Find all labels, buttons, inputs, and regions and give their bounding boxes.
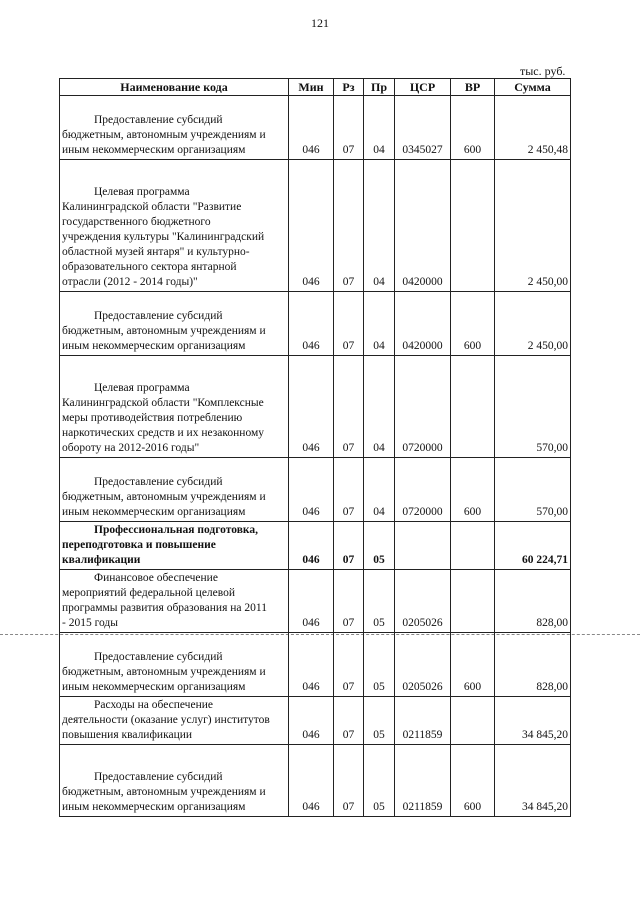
row-min-cell: 046 — [289, 769, 334, 817]
spacer-cell — [334, 160, 364, 185]
row-csr-cell: 0205026 — [395, 649, 451, 697]
spacer-cell — [334, 633, 364, 650]
row-spacer — [60, 633, 571, 650]
row-min-cell: 046 — [289, 697, 334, 745]
spacer-cell — [451, 633, 495, 650]
row-vr-cell — [451, 697, 495, 745]
spacer-cell — [364, 356, 395, 381]
spacer-cell — [60, 96, 289, 113]
spacer-cell — [451, 458, 495, 475]
spacer-cell — [289, 160, 334, 185]
spacer-cell — [364, 292, 395, 309]
row-vr-cell: 600 — [451, 112, 495, 160]
row-csr-cell: 0345027 — [395, 112, 451, 160]
spacer-cell — [495, 633, 571, 650]
row-min-cell: 046 — [289, 474, 334, 522]
spacer-cell — [395, 745, 451, 770]
row-spacer — [60, 458, 571, 475]
row-vr-cell: 600 — [451, 649, 495, 697]
row-name-cell — [60, 308, 289, 356]
spacer-cell — [451, 356, 495, 381]
row-name-line: повышения квалификации — [62, 729, 193, 741]
row-name-line: Целевая программа — [94, 186, 190, 198]
spacer-cell — [334, 745, 364, 770]
spacer-cell — [495, 745, 571, 770]
row-sum-cell: 2 450,00 — [495, 184, 571, 292]
row-name-cell — [60, 697, 289, 745]
spacer-cell — [395, 96, 451, 113]
row-pr-cell: 04 — [364, 380, 395, 458]
row-pr-cell: 05 — [364, 522, 395, 570]
col-header-vr: ВР — [451, 79, 495, 96]
row-name-line: государственного бюджетного — [62, 216, 211, 228]
row-name-line: Расходы на обеспечение — [94, 699, 213, 711]
row-name-line: Предоставление субсидий — [94, 771, 223, 783]
spacer-cell — [289, 96, 334, 113]
spacer-cell — [364, 745, 395, 770]
row-vr-cell — [451, 184, 495, 292]
row-sum-cell: 570,00 — [495, 380, 571, 458]
spacer-cell — [60, 292, 289, 309]
row-name-line: отрасли (2012 - 2014 годы)" — [62, 276, 198, 288]
row-csr-cell: 0420000 — [395, 184, 451, 292]
col-header-csr: ЦСР — [395, 79, 451, 96]
spacer-cell — [495, 356, 571, 381]
row-rz-cell: 07 — [334, 522, 364, 570]
row-name-line: наркотических средств и их незаконному — [62, 427, 265, 439]
row-min-cell: 046 — [289, 522, 334, 570]
page-number: 121 — [311, 16, 329, 30]
row-vr-cell — [451, 570, 495, 633]
row-name-line: Калининградской области "Развитие — [62, 201, 242, 213]
row-rz-cell: 07 — [334, 184, 364, 292]
row-spacer — [60, 160, 571, 185]
row-name-cell — [60, 474, 289, 522]
row-pr-cell: 05 — [364, 697, 395, 745]
row-min-cell: 046 — [289, 184, 334, 292]
spacer-cell — [60, 633, 289, 650]
row-name-cell — [60, 769, 289, 817]
spacer-cell — [289, 458, 334, 475]
row-name-line: иным некоммерческим организациям — [62, 681, 246, 693]
row-name-line: областной музей янтаря" и культурно- — [62, 246, 250, 258]
row-sum-cell: 570,00 — [495, 474, 571, 522]
spacer-cell — [395, 292, 451, 309]
row-name-line: бюджетным, автономным учреждениям и — [62, 129, 266, 141]
row-name-line: иным некоммерческим организациям — [62, 506, 246, 518]
row-name-line: мероприятий федеральной целевой — [62, 587, 236, 599]
row-name-line: Калининградской области "Комплексные — [62, 397, 264, 409]
row-name-line: иным некоммерческим организациям — [62, 801, 246, 813]
spacer-cell — [334, 356, 364, 381]
row-name-line: иным некоммерческим организациям — [62, 144, 246, 156]
row-name-line: иным некоммерческим организациям — [62, 340, 246, 352]
row-pr-cell: 05 — [364, 570, 395, 633]
row-min-cell: 046 — [289, 308, 334, 356]
table-header-row — [60, 79, 571, 96]
spacer-cell — [334, 96, 364, 113]
col-header-pr: Пр — [364, 79, 395, 96]
row-csr-cell: 0720000 — [395, 474, 451, 522]
row-rz-cell: 07 — [334, 308, 364, 356]
row-name-line: бюджетным, автономным учреждениям и — [62, 491, 266, 503]
row-spacer — [60, 96, 571, 113]
row-csr-cell: 0211859 — [395, 697, 451, 745]
row-name-line: Предоставление субсидий — [94, 476, 223, 488]
row-rz-cell: 07 — [334, 697, 364, 745]
row-name-cell — [60, 112, 289, 160]
row-pr-cell: 04 — [364, 308, 395, 356]
spacer-cell — [451, 745, 495, 770]
row-name-line: бюджетным, автономным учреждениям и — [62, 325, 266, 337]
row-name-line: бюджетным, автономным учреждениям и — [62, 786, 266, 798]
row-sum-cell: 60 224,71 — [495, 522, 571, 570]
row-sum-cell: 34 845,20 — [495, 769, 571, 817]
row-pr-cell: 04 — [364, 184, 395, 292]
row-vr-cell: 600 — [451, 308, 495, 356]
table-row — [60, 112, 571, 160]
spacer-cell — [364, 160, 395, 185]
row-name-line: - 2015 годы — [62, 617, 119, 629]
spacer-cell — [289, 292, 334, 309]
spacer-cell — [289, 745, 334, 770]
spacer-cell — [495, 160, 571, 185]
spacer-cell — [364, 96, 395, 113]
spacer-cell — [495, 292, 571, 309]
spacer-cell — [289, 356, 334, 381]
row-name-line: программы развития образования на 2011 — [62, 602, 267, 614]
row-name-line: Предоставление субсидий — [94, 310, 223, 322]
row-pr-cell: 05 — [364, 649, 395, 697]
row-spacer — [60, 745, 571, 770]
spacer-cell — [451, 292, 495, 309]
spacer-cell — [334, 458, 364, 475]
spacer-cell — [495, 458, 571, 475]
spacer-cell — [364, 633, 395, 650]
table-row — [60, 522, 571, 570]
spacer-cell — [395, 356, 451, 381]
spacer-cell — [395, 160, 451, 185]
row-vr-cell: 600 — [451, 769, 495, 817]
spacer-cell — [60, 356, 289, 381]
col-header-sum: Сумма — [495, 79, 571, 96]
row-name-cell — [60, 570, 289, 633]
row-rz-cell: 07 — [334, 649, 364, 697]
spacer-cell — [495, 96, 571, 113]
budget-table — [59, 78, 571, 817]
col-header-rz: Рз — [334, 79, 364, 96]
row-csr-cell: 0420000 — [395, 308, 451, 356]
table-row — [60, 697, 571, 745]
row-name-cell — [60, 649, 289, 697]
spacer-cell — [60, 458, 289, 475]
row-sum-cell: 828,00 — [495, 649, 571, 697]
row-vr-cell: 600 — [451, 474, 495, 522]
spacer-cell — [451, 96, 495, 113]
row-min-cell: 046 — [289, 570, 334, 633]
row-rz-cell: 07 — [334, 380, 364, 458]
row-name-line: переподготовка и повышение — [62, 539, 216, 551]
row-min-cell: 046 — [289, 649, 334, 697]
row-name-line: квалификации — [62, 554, 141, 566]
row-csr-cell — [395, 522, 451, 570]
row-sum-cell: 34 845,20 — [495, 697, 571, 745]
row-vr-cell — [451, 380, 495, 458]
row-name-line: Предоставление субсидий — [94, 114, 223, 126]
table-row — [60, 184, 571, 292]
row-csr-cell: 0211859 — [395, 769, 451, 817]
row-name-line: обороту на 2012-2016 годы" — [62, 442, 200, 454]
row-rz-cell: 07 — [334, 474, 364, 522]
table-row — [60, 769, 571, 817]
table-row — [60, 308, 571, 356]
row-pr-cell: 05 — [364, 769, 395, 817]
table-row — [60, 474, 571, 522]
spacer-cell — [60, 160, 289, 185]
row-name-line: бюджетным, автономным учреждениям и — [62, 666, 266, 678]
row-min-cell: 046 — [289, 380, 334, 458]
row-name-line: образовательного сектора янтарной — [62, 261, 237, 273]
row-spacer — [60, 356, 571, 381]
col-header-min: Мин — [289, 79, 334, 96]
row-name-line: меры противодействия потреблению — [62, 412, 243, 424]
row-name-line: Финансовое обеспечение — [94, 572, 218, 584]
spacer-cell — [289, 633, 334, 650]
row-rz-cell: 07 — [334, 570, 364, 633]
row-name-line: Профессиональная подготовка, — [94, 524, 259, 536]
row-name-line: Целевая программа — [94, 382, 190, 394]
spacer-cell — [395, 458, 451, 475]
row-name-cell — [60, 184, 289, 292]
row-name-cell — [60, 522, 289, 570]
row-pr-cell: 04 — [364, 474, 395, 522]
row-name-line: деятельности (оказание услуг) институтов — [62, 714, 270, 726]
table-row — [60, 570, 571, 633]
row-csr-cell: 0205026 — [395, 570, 451, 633]
row-min-cell: 046 — [289, 112, 334, 160]
row-rz-cell: 07 — [334, 769, 364, 817]
row-sum-cell: 828,00 — [495, 570, 571, 633]
row-name-line: учреждения культуры "Калининградский — [62, 231, 265, 243]
spacer-cell — [364, 458, 395, 475]
units-label: тыс. руб. — [520, 64, 566, 78]
row-csr-cell: 0720000 — [395, 380, 451, 458]
row-name-line: Предоставление субсидий — [94, 651, 223, 663]
spacer-cell — [395, 633, 451, 650]
table-row — [60, 649, 571, 697]
col-header-name: Наименование кода — [60, 79, 289, 96]
table-body — [60, 96, 571, 817]
row-vr-cell — [451, 522, 495, 570]
row-rz-cell: 07 — [334, 112, 364, 160]
spacer-cell — [60, 745, 289, 770]
table-row — [60, 380, 571, 458]
row-spacer — [60, 292, 571, 309]
row-name-cell — [60, 380, 289, 458]
row-pr-cell: 04 — [364, 112, 395, 160]
spacer-cell — [334, 292, 364, 309]
row-sum-cell: 2 450,00 — [495, 308, 571, 356]
row-sum-cell: 2 450,48 — [495, 112, 571, 160]
spacer-cell — [451, 160, 495, 185]
